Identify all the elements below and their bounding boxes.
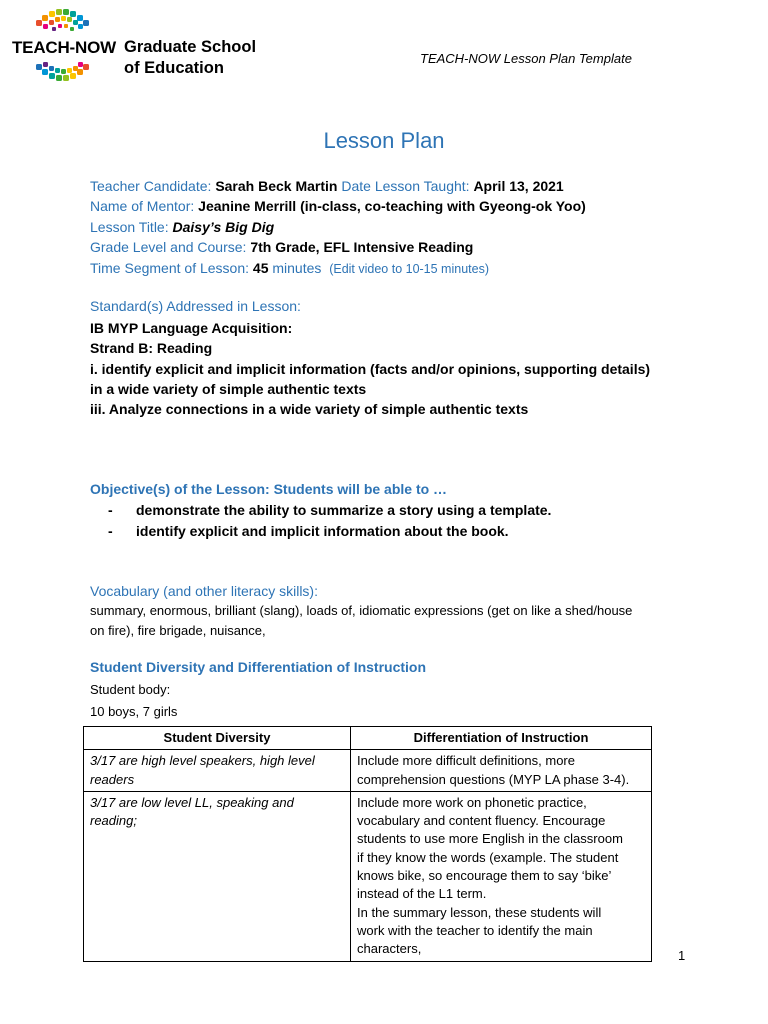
logo-rainbow-bottom <box>36 62 89 81</box>
column-header: Student Diversity <box>84 727 351 750</box>
time-note: (Edit video to 10-15 minutes) <box>329 262 489 276</box>
grade-label: Grade Level and Course: <box>90 239 247 255</box>
student-body-value: 10 boys, 7 girls <box>90 704 178 719</box>
cell-line: comprehension questions (MYP LA phase 3-4). <box>357 771 630 787</box>
time-line <box>90 260 489 276</box>
time-value: 45 <box>252 260 269 276</box>
lesson-title-line <box>90 219 274 235</box>
objectives-heading: Objective(s) of the Lesson: Students will be able to … <box>90 481 448 497</box>
teacher-line <box>90 178 564 194</box>
standards-line: IB MYP Language Acquisition: <box>90 320 293 336</box>
objective-text: demonstrate the ability to summarize a story using a template. <box>136 502 552 518</box>
cell-line: characters, <box>357 941 422 957</box>
differentiation-cell <box>351 750 652 792</box>
cell-line: 3/17 are low level LL, speaking and <box>90 794 294 810</box>
cell-line: instead of the L1 term. <box>357 886 487 902</box>
template-title: TEACH-NOW Lesson Plan Template <box>420 51 632 66</box>
teacher-label: Teacher Candidate: <box>90 178 212 194</box>
diversity-cell <box>84 750 351 792</box>
objective-item <box>108 502 551 518</box>
bullet-dash: - <box>108 502 113 518</box>
grade-line <box>90 239 473 255</box>
cell-line: reading; <box>90 813 137 829</box>
mentor-value: Jeanine Merrill (in-class, co-teaching with Gyeong-ok Yoo) <box>198 198 586 214</box>
lesson-title-label: Lesson Title: <box>90 219 169 235</box>
mentor-line <box>90 198 586 214</box>
diversity-heading: Student Diversity and Differentiation of Instruction <box>90 659 427 675</box>
cell-line: 3/17 are high level speakers, high level <box>90 753 315 769</box>
time-unit: minutes <box>272 260 322 276</box>
standards-line: iii. Analyze connections in a wide variety of simple authentic texts <box>90 401 529 418</box>
page-title: Lesson Plan <box>323 128 445 153</box>
objective-item <box>108 523 509 539</box>
standards-line: Strand B: Reading <box>90 340 213 357</box>
standards-heading: Standard(s) Addressed in Lesson: <box>90 298 301 314</box>
vocabulary-heading: Vocabulary (and other literacy skills): <box>90 583 318 599</box>
differentiation-cell <box>351 791 652 961</box>
column-header: Differentiation of Instruction <box>351 727 652 750</box>
standards-line: in a wide variety of simple authentic texts <box>90 380 367 397</box>
cell-line: In the summary lesson, these students will <box>357 904 602 920</box>
cell-line: work with the teacher to identify the main <box>357 922 593 938</box>
cell-line: vocabulary and content fluency. Encourage <box>357 813 606 829</box>
time-label: Time Segment of Lesson: <box>90 260 250 276</box>
mentor-label: Name of Mentor: <box>90 198 195 214</box>
cell-line: Include more difficult definitions, more <box>357 753 575 769</box>
logo-school-name <box>124 37 256 79</box>
page-number: 1 <box>678 948 686 963</box>
diversity-table <box>83 726 652 962</box>
standards-body <box>90 318 650 419</box>
lesson-title-value: Daisy’s Big Dig <box>172 219 275 235</box>
vocabulary-body <box>90 601 690 641</box>
logo-rainbow-top <box>36 9 89 31</box>
logo-school-line2: of Education <box>124 59 224 77</box>
objective-text: identify explicit and implicit information about the book. <box>136 523 509 539</box>
vocabulary-line: on fire), fire brigade, nuisance, <box>90 623 266 638</box>
cell-line: students to use more English in the classroom <box>357 831 623 847</box>
logo-school-line1: Graduate School <box>124 38 257 56</box>
logo-wordmark: TEACH-NOW <box>12 38 116 57</box>
teacher-value: Sarah Beck Martin <box>215 178 338 194</box>
standards-line: i. identify explicit and implicit information (facts and/or opinions, supporting details) <box>90 360 651 377</box>
date-label: Date Lesson Taught: <box>341 178 470 194</box>
table-header-row <box>84 727 652 750</box>
bullet-dash: - <box>108 523 113 539</box>
table-row <box>84 750 652 792</box>
student-body-label: Student body: <box>90 682 171 697</box>
cell-line: knows bike, so encourage them to say ‘bike’ <box>357 868 612 884</box>
date-value: April 13, 2021 <box>473 178 564 194</box>
vocabulary-line: summary, enormous, brilliant (slang), loads of, idiomatic expressions (get on like a shed/house <box>90 603 633 618</box>
cell-line: readers <box>90 771 135 787</box>
cell-line: Include more work on phonetic practice, <box>357 794 587 810</box>
student-body <box>90 680 690 722</box>
grade-value: 7th Grade, EFL Intensive Reading <box>250 239 474 255</box>
table-row <box>84 791 652 961</box>
cell-line: if they know the words (example. The student <box>357 849 619 865</box>
diversity-cell <box>84 791 351 961</box>
